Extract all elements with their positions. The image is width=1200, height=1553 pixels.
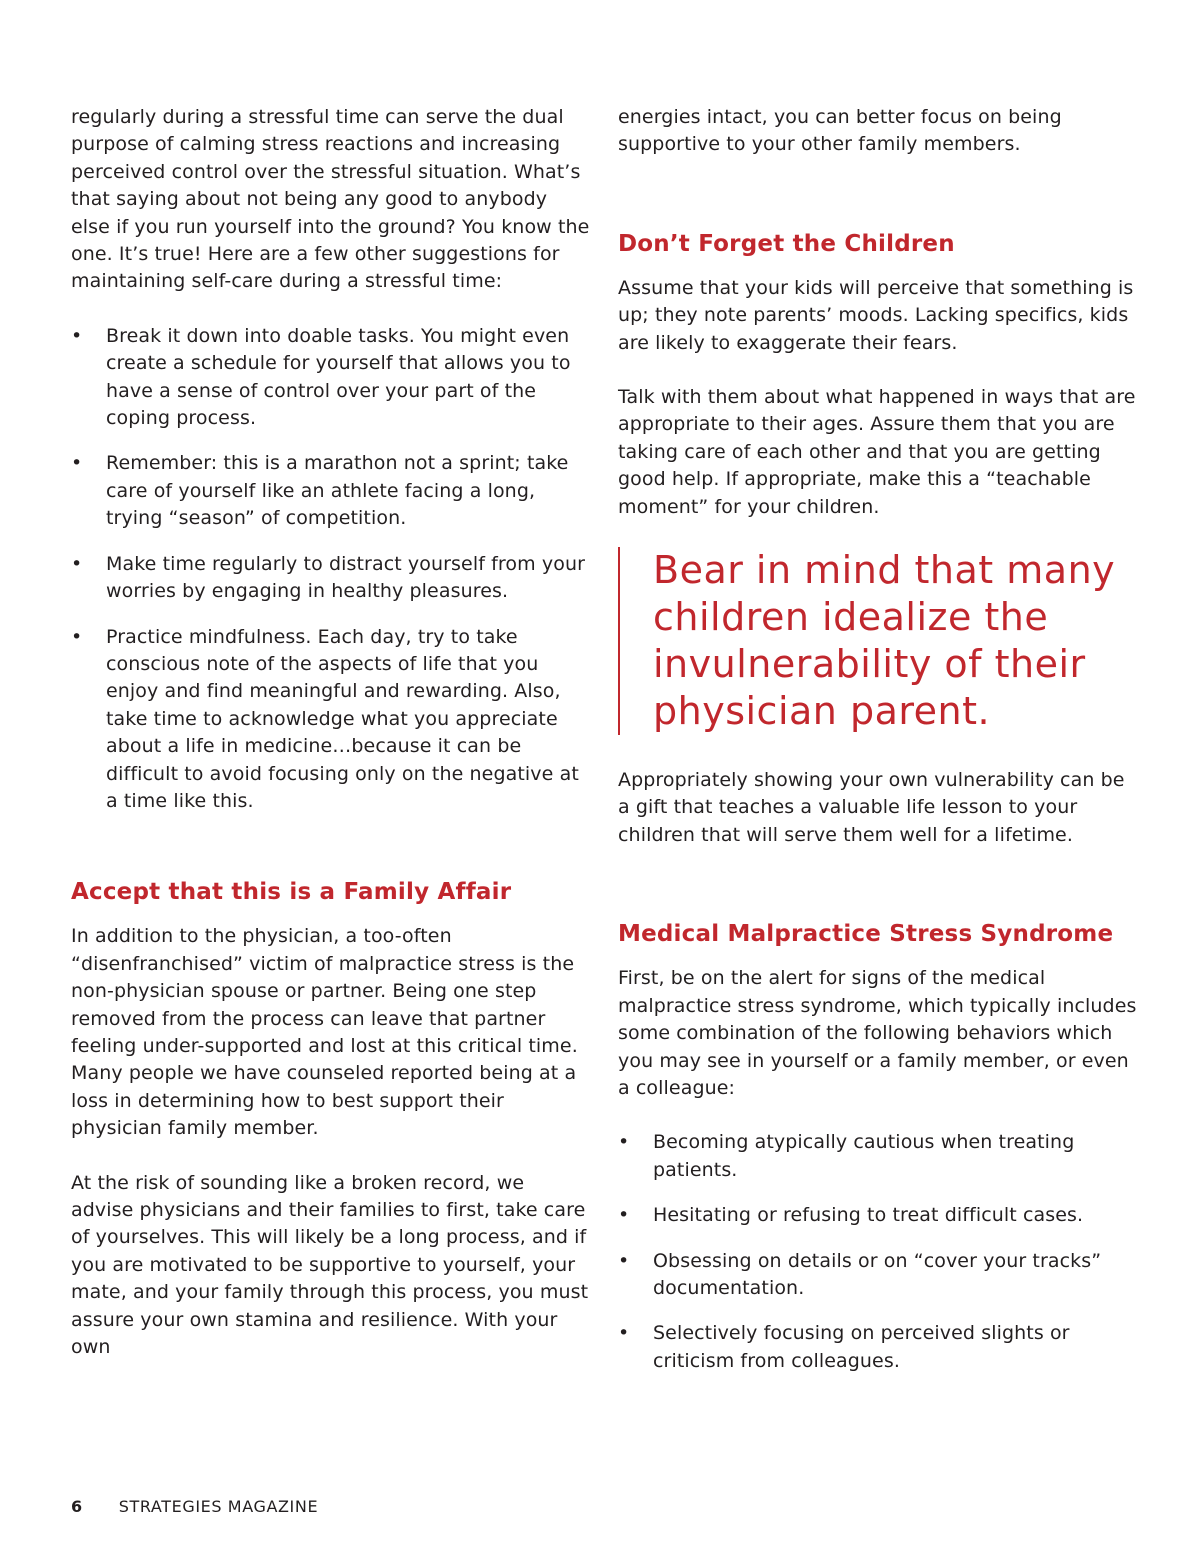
- children-heading: Don’t Forget the Children: [618, 230, 955, 257]
- list-item: • Becoming atypically cautious when treating patients.: [618, 1131, 1075, 1181]
- syndrome-heading: Medical Malpractice Stress Syndrome: [618, 921, 1114, 948]
- bullet-icon: •: [618, 1322, 630, 1345]
- list-item: • Remember: this is a marathon not a sprint; take care of yourself like an athlete facing a long, trying “season” of competition.: [71, 452, 569, 530]
- left-column: [71, 104, 591, 1361]
- right-column: [618, 104, 1138, 1393]
- bullet-icon: •: [71, 452, 83, 475]
- page-footer: [71, 1497, 318, 1516]
- syndrome-paragraph: First, be on the alert for signs of the medical malpractice stress syndrome, which typically includes some combination of the following behaviors which you may see in yourself or a family member, or even a colleague:: [618, 967, 1137, 1099]
- bullet-icon: •: [618, 1249, 630, 1272]
- list-item: • Obsessing on details or on “cover your tracks” documentation.: [618, 1249, 1102, 1299]
- bullet-icon: •: [71, 625, 83, 648]
- bullet-icon: •: [71, 552, 83, 575]
- list-item: • Practice mindfulness. Each day, try to take conscious note of the aspects of life that you enjoy and find meaningful and rewarding. Also, take time to acknowledge what you appreciate about a life in medicine…because it can be difficult to avoid focusing only on the negative at a time like this.: [71, 625, 579, 812]
- list-item: • Break it down into doable tasks. You might even create a schedule for yourself that allows you to have a sense of control over your part of the coping process.: [71, 324, 571, 430]
- list-item: • Make time regularly to distract yourself from your worries by engaging in healthy pleasures.: [71, 552, 586, 603]
- family-paragraph-1: In addition to the physician, a too-often “disenfranchised” victim of malpractice stress is the non-physician spouse or partner. Being one step removed from the process can leave that partner feeling under-supported and lost at this critical time. Many people we have counseled reported being at a loss in determining how to best support their physician family member.: [71, 925, 578, 1140]
- children-paragraph-3: Appropriately showing your own vulnerability can be a gift that teaches a valuable life lesson to your children that will serve them well for a lifetime.: [618, 769, 1125, 846]
- pull-quote: Bear in mind that many children idealize the invulnerability of their physician parent.: [618, 547, 1138, 735]
- syndrome-list: [618, 1129, 1138, 1375]
- list-item: • Hesitating or refusing to treat difficult cases.: [618, 1202, 1138, 1229]
- intro-paragraph: regularly during a stressful time can serve the dual purpose of calming stress reactions and increasing perceived control over the stressful situation. What’s that saying about not being any good to anybody else if you run yourself into the ground? You know the one. It’s true! Here are a few other suggestions for maintaining self-care during a stressful time:: [71, 106, 590, 293]
- self-care-list: [71, 323, 591, 816]
- continued-paragraph: energies intact, you can better focus on being supportive to your other family members.: [618, 106, 1062, 156]
- children-paragraph-2: Talk with them about what happened in ways that are appropriate to their ages. Assure them that you are taking care of each other and that you are getting good help. If appropriate, make this a “teachable moment” for your children.: [618, 386, 1136, 518]
- family-paragraph-2: At the risk of sounding like a broken record, we advise physicians and their families to first, take care of yourselves. This will likely be a long process, and if you are motivated to be supportive to yourself, your mate, and your family through this process, you must assure your own stamina and resilience. With your own: [71, 1171, 589, 1359]
- page-number: 6: [71, 1497, 83, 1516]
- publication-name: STRATEGIES MAGAZINE: [118, 1497, 319, 1516]
- bullet-icon: •: [618, 1204, 630, 1227]
- children-paragraph-1: Assume that your kids will perceive that something is up; they note parents’ moods. Lacking specifics, kids are likely to exaggerate their fears.: [618, 276, 1134, 354]
- family-affair-heading: Accept that this is a Family Affair: [71, 879, 512, 906]
- bullet-icon: •: [618, 1131, 630, 1154]
- list-item: • Selectively focusing on perceived slights or criticism from colleagues.: [618, 1322, 1070, 1372]
- bullet-icon: •: [71, 324, 83, 347]
